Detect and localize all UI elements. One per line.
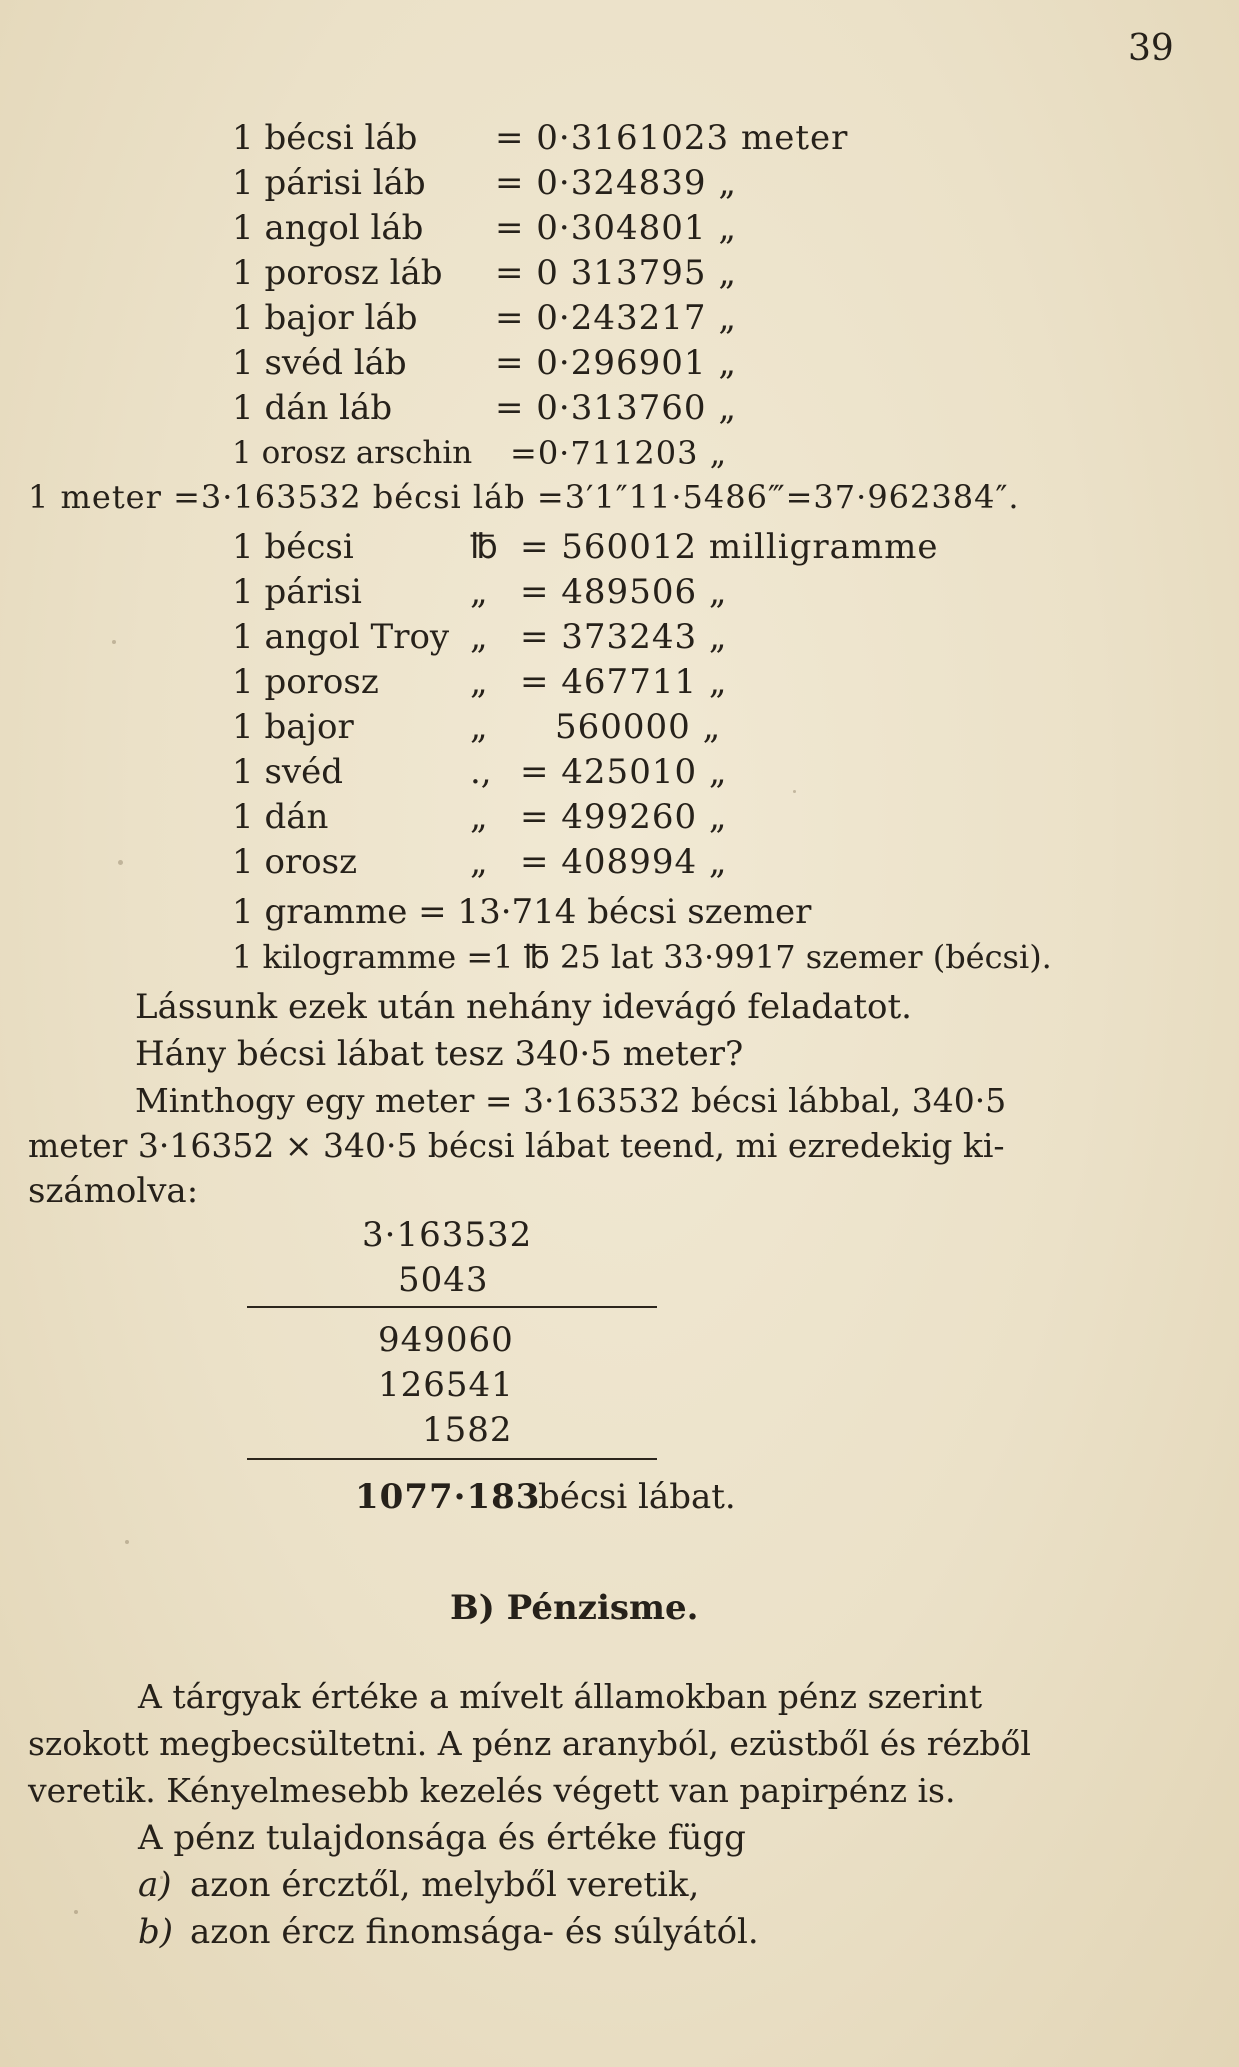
weight-row-label: 1 svéd bbox=[232, 752, 343, 792]
calc-multiplicand: 3·163532 bbox=[362, 1215, 533, 1255]
list-item-text: azon ércz finomsága- és súlyától. bbox=[190, 1912, 759, 1952]
weight-row-value: = 373243 „ bbox=[520, 617, 728, 657]
weight-row-value: = 467711 „ bbox=[520, 662, 728, 702]
weight-row-label: 1 bécsi bbox=[232, 527, 354, 567]
calc-rule-top bbox=[247, 1306, 657, 1308]
length-row-label: 1 angol láb bbox=[232, 208, 424, 248]
calc-rule-bottom bbox=[247, 1458, 657, 1460]
length-row-value: = 0 313795 „ bbox=[495, 253, 737, 293]
paper-speck bbox=[125, 1540, 129, 1544]
length-row-value: =0·711203 „ bbox=[510, 434, 728, 472]
weight-row-value: = 560012 milligramme bbox=[520, 527, 939, 567]
weight-row-unit: „ bbox=[470, 572, 488, 612]
calc-partial: 949060 bbox=[378, 1320, 514, 1360]
paper-speck bbox=[74, 1910, 78, 1914]
weight-row-value: = 425010 „ bbox=[520, 752, 728, 792]
kilogramme-line: 1 kilogramme =1 ℔ 25 lat 33·9917 szemer (bécsi). bbox=[232, 938, 1052, 976]
length-row-label: 1 svéd láb bbox=[232, 343, 407, 383]
length-row-value: = 0·304801 „ bbox=[495, 208, 737, 248]
length-row-label: 1 porosz láb bbox=[232, 253, 443, 293]
calc-multiplier: 5043 bbox=[398, 1260, 489, 1300]
list-marker: a) bbox=[138, 1865, 172, 1905]
weight-row-label: 1 bajor bbox=[232, 707, 354, 747]
weight-row-value: = 408994 „ bbox=[520, 842, 728, 882]
weight-row-value: = 499260 „ bbox=[520, 797, 728, 837]
length-row-value: = 0·296901 „ bbox=[495, 343, 737, 383]
length-row-label: 1 bajor láb bbox=[232, 298, 418, 338]
weight-row-label: 1 porosz bbox=[232, 662, 379, 702]
section-line: veretik. Kényelmesebb kezelés végett van papirpénz is. bbox=[28, 1771, 956, 1810]
list-marker: b) bbox=[138, 1912, 174, 1952]
length-row-value: = 0·3161023 meter bbox=[495, 118, 849, 158]
length-row-label: 1 párisi láb bbox=[232, 163, 426, 203]
weight-row-label: 1 orosz bbox=[232, 842, 357, 882]
paper-speck bbox=[793, 790, 796, 793]
calc-result-suffix: bécsi lábat. bbox=[538, 1477, 736, 1517]
weight-row-unit: „ bbox=[470, 797, 488, 837]
length-row-value: = 0·313760 „ bbox=[495, 388, 737, 428]
paragraph-line: számolva: bbox=[28, 1171, 199, 1211]
calc-result: 1077·183 bbox=[355, 1477, 541, 1517]
section-line: A tárgyak értéke a mívelt államokban pénz szerint bbox=[138, 1677, 983, 1716]
paragraph-line: meter 3·16352 × 340·5 bécsi lábat teend, mi ezredekig ki- bbox=[28, 1126, 1005, 1165]
paper-speck bbox=[112, 640, 116, 644]
paragraph-question: Hány bécsi lábat tesz 340·5 meter? bbox=[135, 1034, 744, 1074]
gramme-line: 1 gramme = 13·714 bécsi szemer bbox=[232, 892, 812, 932]
calc-partial: 1582 bbox=[422, 1410, 513, 1450]
section-line: szokott megbecsültetni. A pénz aranyból, ezüstből és rézből bbox=[28, 1724, 1031, 1763]
paragraph-intro: Lássunk ezek után nehány idevágó feladatot. bbox=[135, 987, 912, 1027]
paper-speck bbox=[118, 860, 123, 865]
weight-row-value: 560000 „ bbox=[555, 707, 722, 747]
length-row-value: = 0·324839 „ bbox=[495, 163, 737, 203]
weight-row-value: = 489506 „ bbox=[520, 572, 728, 612]
weight-row-label: 1 párisi bbox=[232, 572, 362, 612]
section-heading: B) Pénzisme. bbox=[450, 1588, 699, 1628]
length-row-label: 1 dán láb bbox=[232, 388, 393, 428]
weight-row-label: 1 angol Troy bbox=[232, 617, 450, 657]
length-row-label: 1 orosz arschin bbox=[232, 435, 473, 471]
weight-row-unit: ., bbox=[470, 752, 492, 792]
section-line: A pénz tulajdonsága és értéke függ bbox=[138, 1818, 746, 1858]
weight-row-unit: „ bbox=[470, 842, 488, 882]
list-item-text: azon ércztől, melyből veretik, bbox=[190, 1865, 700, 1905]
paragraph-line: Minthogy egy meter = 3·163532 bécsi lábbal, 340·5 bbox=[135, 1081, 1007, 1120]
weight-row-unit: „ bbox=[470, 617, 488, 657]
paper-speck bbox=[160, 1876, 163, 1879]
weight-row-unit: „ bbox=[470, 707, 488, 747]
weight-row-label: 1 dán bbox=[232, 797, 329, 837]
meter-equivalence-line: 1 meter =3·163532 bécsi láb =3′1″11·5486‴=37·962384″. bbox=[28, 478, 1020, 516]
length-row-value: = 0·243217 „ bbox=[495, 298, 737, 338]
length-row-label: 1 bécsi láb bbox=[232, 118, 418, 158]
calc-partial: 126541 bbox=[378, 1365, 514, 1405]
page-number: 39 bbox=[1128, 28, 1174, 69]
weight-row-unit: ℔ bbox=[470, 527, 498, 567]
weight-row-unit: „ bbox=[470, 662, 488, 702]
